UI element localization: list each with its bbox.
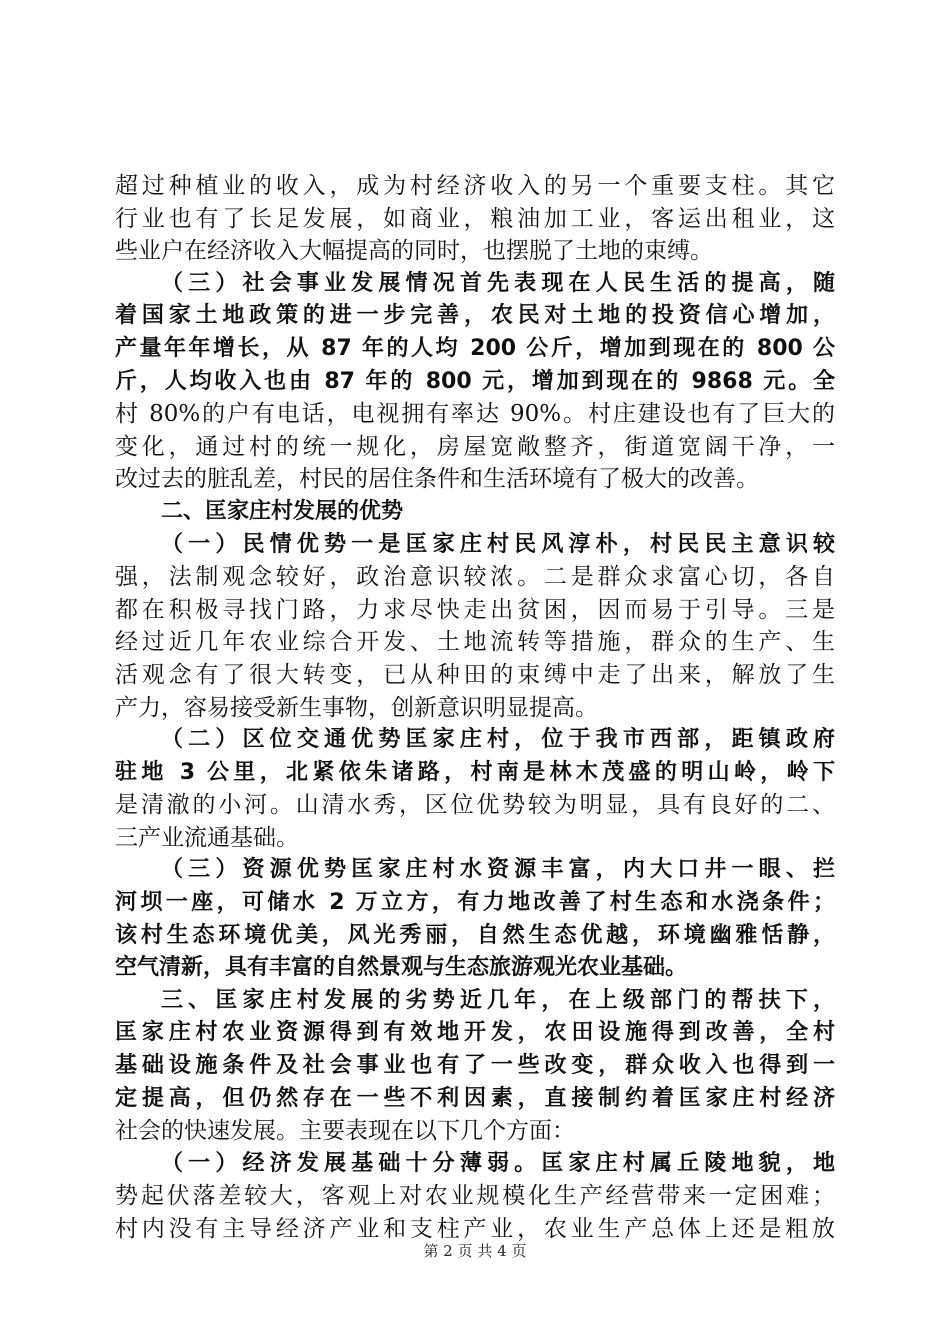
text-line: 超过种植业的收入，成为村经济收入的另一个重要支柱。其它	[115, 173, 835, 199]
text-line: 河坝一座，可储水 2 万立方，有力地改善了村生态和水浇条件；	[115, 890, 835, 916]
text-line: 空气清新，具有丰富的自然景观与生态旅游观光农业基础。	[115, 955, 688, 981]
text-line: 产量年年增长，从 87 年的人均 200 公斤，增加到现在的 800 公	[115, 335, 835, 361]
text-line: 村内没有主导经济产业和支柱产业，农业生产总体上还是粗放	[115, 1216, 835, 1242]
page-number-footer: 第 2 页 共 4 页	[423, 1242, 527, 1260]
text-line: 改过去的脏乱差，村民的居住条件和生活环境有了极大的改善。	[115, 466, 759, 493]
text-line: （一）经济发展基础十分薄弱。匡家庄村属丘陵地貌，地	[161, 1150, 835, 1176]
text-line: 驻地 3 公里，北紧依朱诸路，村南是林木茂盛的明山岭，岭下	[115, 759, 835, 785]
text-line: 三、匡家庄村发展的劣势近几年，在上级部门的帮扶下，	[161, 987, 835, 1013]
text-line: 社会的快速发展。主要表现在以下几个方面：	[115, 1118, 575, 1145]
text-line: 经过近几年农业综合开发、土地流转等措施，群众的生产、生	[115, 629, 835, 656]
text-line: 该村生态环境优美，风光秀丽，自然生态优越，环境幽雅恬静，	[115, 922, 835, 948]
text-line: 着国家土地政策的进一步完善，农民对土地的投资信心增加，	[115, 303, 835, 329]
text-line: 二、匡家庄村发展的优势	[161, 498, 404, 524]
text-line: 斤，人均收入也由 87 年的 800 元，增加到现在的 9868 元。全	[115, 368, 835, 394]
text-line: 产力，容易接受新生事物，创新意识明显提高。	[115, 694, 598, 721]
text-line: 势起伏落差较大，客观上对农业规模化生产经营带来一定困难；	[115, 1183, 835, 1210]
text-line: 三产业流通基础。	[115, 824, 299, 851]
text-line: 匡家庄村农业资源得到有效地开发，农田设施得到改善，全村	[115, 1020, 835, 1046]
text-line: （二）区位交通优势匡家庄村，位于我市西部，距镇政府	[161, 727, 835, 753]
document-body	[115, 170, 835, 1246]
text-line: （一）民情优势一是匡家庄村民风淳朴，村民民主意识较	[161, 531, 835, 557]
text-line: 变化，通过村的统一规化，房屋宽敞整齐，街道宽阔干净，一	[115, 433, 835, 460]
text-line: 些业户在经济收入大幅提高的同时，也摆脱了土地的束缚。	[115, 238, 713, 265]
text-line: 村 80%的户有电话，电视拥有率达 90%。村庄建设也有了巨大的	[115, 401, 835, 428]
text-line: （三）社会事业发展情况首先表现在人民生活的提高，随	[161, 270, 835, 296]
text-line: 定提高，但仍然存在一些不利因素，直接制约着匡家庄村经济	[115, 1085, 835, 1111]
text-line: 强，法制观念较好，政治意识较浓。二是群众求富心切，各自	[115, 564, 835, 591]
text-line: 基础设施条件及社会事业也有了一些改变，群众收入也得到一	[115, 1053, 835, 1079]
text-line: 都在积极寻找门路，力求尽快走出贫困，因而易于引导。三是	[115, 596, 835, 623]
text-line: 活观念有了很大转变，已从种田的束缚中走了出来，解放了生	[115, 661, 835, 688]
text-line: 是清澈的小河。山清水秀，区位优势较为明显，具有良好的二、	[115, 792, 835, 819]
text-line: （三）资源优势匡家庄村水资源丰富，内大口井一眼、拦	[161, 857, 835, 883]
text-line: 行业也有了长足发展，如商业，粮油加工业，客运出租业，这	[115, 205, 835, 232]
